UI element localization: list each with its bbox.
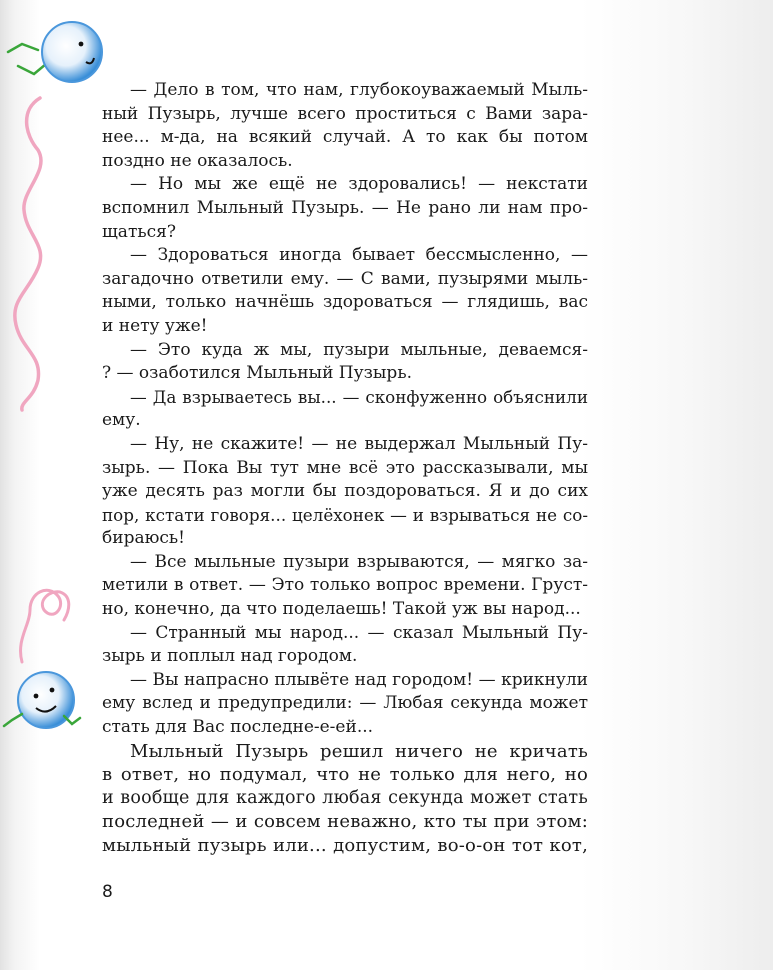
text-line: последней — и совсем неважно, кто ты при этом: [102,811,588,833]
text-line: поздно не оказалось. [102,150,293,171]
page-number: 8 [102,882,113,902]
text-line: ему вслед и предупредили: — Любая секунда может [102,693,588,714]
text-line: но, конечно, да что поделаешь! Такой уж вы народ... [102,599,581,620]
text-line: и вообще для каждого любая секунда может стать [102,787,588,808]
text-line: пор, кстати говоря... целёхонек — и взрываться не со- [102,504,588,525]
text-line: загадочно ответили ему. — С вами, пузырями мыль- [102,268,588,289]
text-line: в ответ, но подумал, что не только для него, но [102,764,588,786]
top-bubble-leg-1 [8,44,38,52]
text-line: ему. [102,410,141,431]
text-line: метили в ответ. — Это только вопрос времени. Груст- [102,575,588,596]
text-line: — Ну, не скажите! — не выдержал Мыльный Пу- [130,433,588,454]
text-line: зырь и поплыл над городом. [102,646,358,667]
bottom-bubble-leg-2 [64,716,80,724]
text-line: щаться? [102,221,176,242]
pink-ribbon-curl [21,590,69,662]
bottom-bubble-body [18,672,74,728]
story-text [102,79,588,858]
text-line: Мыльный Пузырь решил ничего не кричать [130,740,588,762]
text-line: — Но мы же ещё не здоровались! — некстати [130,174,588,195]
top-bubble-leg-2 [18,64,46,74]
pink-ribbon-long [15,98,41,410]
bottom-bubble-eye-left [34,694,39,699]
bottom-bubble-eye-right [50,688,55,693]
bottom-bubble-leg-1 [4,714,22,726]
text-line: — Да взрываетесь вы... — сконфуженно объяснили [130,386,588,407]
text-line: ными, только начнёшь здороваться — глядишь, вас [102,292,588,313]
text-line: стать для Вас последне-е-ей... [102,717,374,738]
top-bubble-character [8,22,102,82]
text-line: — Здороваться иногда бывает бессмысленно, — [130,245,588,266]
top-bubble-eye [79,42,84,47]
bottom-bubble-character [4,672,80,728]
text-line: ? — озаботился Мыльный Пузырь. [102,363,412,384]
text-line: вспомнил Мыльный Пузырь. — Не рано ли нам про- [102,197,588,218]
text-line: — Дело в том, что нам, глубокоуважаемый Мыль- [130,80,588,100]
text-line: — Все мыльные пузыри взрываются, — мягко за- [130,551,588,572]
text-line: и нету уже! [102,315,208,336]
text-line: ный Пузырь, лучше всего проститься с Вами зара- [102,103,588,124]
text-line: — Вы напрасно плывёте над городом! — крикнули [130,669,588,690]
text-line: зырь. — Пока Вы тут мне всё это рассказывали, мы [102,457,588,478]
top-bubble-body [42,22,102,82]
text-line: бираюсь! [102,528,185,549]
text-line: уже десять раз могли бы поздороваться. Я и до сих [102,481,588,502]
text-line: нее... м-да, на всякий случай. А то как бы потом [102,127,588,148]
text-line: — Странный мы народ... — сказал Мыльный Пу- [130,622,588,643]
text-line: — Это куда ж мы, пузыри мыльные, деваемся- [130,339,588,360]
text-line: мыльный пузырь или... допустим, во-о-он тот кот, [102,835,588,856]
